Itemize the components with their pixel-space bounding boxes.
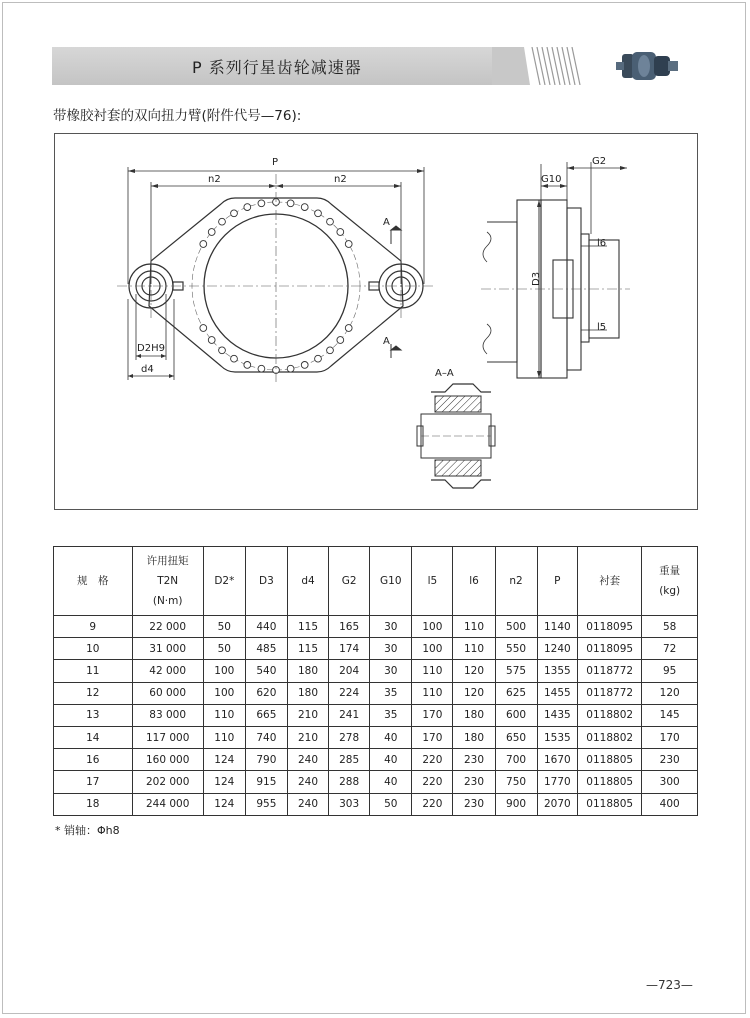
table-cell: 18 bbox=[54, 793, 133, 815]
table-cell: 30 bbox=[370, 616, 412, 638]
table-cell: 160 000 bbox=[132, 749, 203, 771]
footnote: * 销轴：Φh8 bbox=[55, 824, 120, 837]
table-cell: 83 000 bbox=[132, 704, 203, 726]
table-cell: 17 bbox=[54, 771, 133, 793]
table-cell: 22 000 bbox=[132, 616, 203, 638]
dim-label-l5: l5 bbox=[597, 322, 607, 333]
table-cell: 95 bbox=[642, 660, 698, 682]
table-cell: 1455 bbox=[537, 682, 577, 704]
table-cell: 40 bbox=[370, 749, 412, 771]
table-cell: 0118802 bbox=[578, 726, 642, 748]
section-A-A-view bbox=[417, 384, 495, 488]
table-cell: 955 bbox=[245, 793, 287, 815]
table-cell: 110 bbox=[203, 726, 245, 748]
table-cell: 220 bbox=[412, 749, 453, 771]
table-cell: 42 000 bbox=[132, 660, 203, 682]
bolt-hole bbox=[315, 355, 322, 362]
table-cell: 100 bbox=[203, 682, 245, 704]
bolt-hole bbox=[231, 210, 238, 217]
page-number: —723— bbox=[646, 978, 693, 992]
table-cell: 72 bbox=[642, 638, 698, 660]
table-cell: 60 000 bbox=[132, 682, 203, 704]
bolt-hole bbox=[258, 200, 265, 207]
gearbox-product-icon bbox=[612, 48, 682, 84]
bolt-hole bbox=[327, 218, 334, 225]
table-cell: 440 bbox=[245, 616, 287, 638]
bolt-hole bbox=[337, 337, 344, 344]
column-header: 规 格 bbox=[54, 547, 133, 616]
torque-arm-drawing bbox=[55, 134, 699, 511]
table-cell: 30 bbox=[370, 638, 412, 660]
table-cell: 1240 bbox=[537, 638, 577, 660]
table-cell: 240 bbox=[287, 749, 328, 771]
table-cell: 35 bbox=[370, 682, 412, 704]
table-cell: 110 bbox=[453, 638, 495, 660]
dim-label-P: P bbox=[272, 157, 279, 168]
table-cell: 915 bbox=[245, 771, 287, 793]
dim-label-G10: G10 bbox=[541, 174, 562, 185]
page-title: P 系列行星齿轮减速器 bbox=[192, 58, 362, 77]
table-cell: 485 bbox=[245, 638, 287, 660]
table-row bbox=[54, 638, 698, 660]
table-cell: 100 bbox=[412, 616, 453, 638]
table-cell: 0118095 bbox=[578, 638, 642, 660]
table-row bbox=[54, 771, 698, 793]
table-cell: 174 bbox=[329, 638, 370, 660]
table-cell: 14 bbox=[54, 726, 133, 748]
table-cell: 110 bbox=[412, 682, 453, 704]
dim-label-D3: D3 bbox=[531, 271, 542, 286]
bolt-hole bbox=[301, 362, 308, 369]
table-cell: 1535 bbox=[537, 726, 577, 748]
table-cell: 303 bbox=[329, 793, 370, 815]
table-cell: 740 bbox=[245, 726, 287, 748]
column-header: d4 bbox=[287, 547, 328, 616]
table-cell: 625 bbox=[495, 682, 537, 704]
table-cell: 120 bbox=[453, 682, 495, 704]
column-header: n2 bbox=[495, 547, 537, 616]
specification-table bbox=[53, 546, 698, 816]
bolt-hole bbox=[200, 241, 207, 248]
table-cell: 115 bbox=[287, 616, 328, 638]
table-cell: 0118805 bbox=[578, 771, 642, 793]
table-cell: 300 bbox=[642, 771, 698, 793]
table-cell: 285 bbox=[329, 749, 370, 771]
section-subtitle: 带橡胶衬套的双向扭力臂(附件代号—76): bbox=[53, 108, 302, 124]
table-cell: 120 bbox=[453, 660, 495, 682]
table-cell: 0118805 bbox=[578, 749, 642, 771]
table-cell: 35 bbox=[370, 704, 412, 726]
table-cell: 124 bbox=[203, 793, 245, 815]
table-cell: 58 bbox=[642, 616, 698, 638]
table-cell: 650 bbox=[495, 726, 537, 748]
table-cell: 230 bbox=[453, 771, 495, 793]
table-cell: 240 bbox=[287, 771, 328, 793]
section-title-A-A: A–A bbox=[435, 368, 454, 379]
table-cell: 540 bbox=[245, 660, 287, 682]
dim-label-l6: l6 bbox=[597, 238, 607, 249]
table-row bbox=[54, 704, 698, 726]
bolt-hole bbox=[208, 337, 215, 344]
table-cell: 288 bbox=[329, 771, 370, 793]
table-cell: 180 bbox=[453, 726, 495, 748]
table-cell: 244 000 bbox=[132, 793, 203, 815]
bolt-hole bbox=[287, 200, 294, 207]
column-header: 衬套 bbox=[578, 547, 642, 616]
table-cell: 165 bbox=[329, 616, 370, 638]
table-cell: 170 bbox=[412, 726, 453, 748]
table-cell: 400 bbox=[642, 793, 698, 815]
table-cell: 0118095 bbox=[578, 616, 642, 638]
table-cell: 117 000 bbox=[132, 726, 203, 748]
column-header: G2 bbox=[329, 547, 370, 616]
section-marker-A-top: A bbox=[383, 217, 390, 228]
table-cell: 115 bbox=[287, 638, 328, 660]
dim-label-n2-left: n2 bbox=[208, 174, 221, 185]
bolt-hole bbox=[345, 241, 352, 248]
table-cell: 145 bbox=[642, 704, 698, 726]
table-cell: 202 000 bbox=[132, 771, 203, 793]
table-cell: 11 bbox=[54, 660, 133, 682]
table-cell: 278 bbox=[329, 726, 370, 748]
table-row bbox=[54, 793, 698, 815]
table-cell: 31 000 bbox=[132, 638, 203, 660]
table-cell: 220 bbox=[412, 793, 453, 815]
table-cell: 0118805 bbox=[578, 793, 642, 815]
bolt-hole bbox=[345, 325, 352, 332]
table-row bbox=[54, 682, 698, 704]
table-cell: 210 bbox=[287, 704, 328, 726]
table-cell: 120 bbox=[642, 682, 698, 704]
header-stripes-decoration bbox=[492, 47, 612, 85]
table-cell: 40 bbox=[370, 771, 412, 793]
table-cell: 0118772 bbox=[578, 682, 642, 704]
table-cell: 110 bbox=[453, 616, 495, 638]
table-cell: 224 bbox=[329, 682, 370, 704]
table-cell: 700 bbox=[495, 749, 537, 771]
table-cell: 0118802 bbox=[578, 704, 642, 726]
table-cell: 550 bbox=[495, 638, 537, 660]
table-cell: 620 bbox=[245, 682, 287, 704]
table-cell: 575 bbox=[495, 660, 537, 682]
table-cell: 220 bbox=[412, 771, 453, 793]
bolt-hole bbox=[231, 355, 238, 362]
table-cell: 16 bbox=[54, 749, 133, 771]
column-header: 重量 (kg) bbox=[642, 547, 698, 616]
table-cell: 230 bbox=[642, 749, 698, 771]
table-cell: 110 bbox=[203, 704, 245, 726]
table-cell: 230 bbox=[453, 749, 495, 771]
table-cell: 750 bbox=[495, 771, 537, 793]
bolt-hole bbox=[200, 325, 207, 332]
table-cell: 1355 bbox=[537, 660, 577, 682]
table-cell: 10 bbox=[54, 638, 133, 660]
table-cell: 900 bbox=[495, 793, 537, 815]
table-cell: 600 bbox=[495, 704, 537, 726]
column-header: P bbox=[537, 547, 577, 616]
bolt-hole bbox=[219, 347, 226, 354]
table-cell: 241 bbox=[329, 704, 370, 726]
bolt-hole bbox=[287, 365, 294, 372]
table-cell: 2070 bbox=[537, 793, 577, 815]
column-header: 许用扭矩 T2N (N·m) bbox=[132, 547, 203, 616]
table-cell: 124 bbox=[203, 749, 245, 771]
column-header: G10 bbox=[370, 547, 412, 616]
bolt-hole bbox=[258, 365, 265, 372]
dim-label-G2: G2 bbox=[592, 156, 607, 167]
table-cell: 230 bbox=[453, 793, 495, 815]
column-header: l5 bbox=[412, 547, 453, 616]
dim-label-D2: D2H9 bbox=[137, 343, 165, 354]
table-cell: 124 bbox=[203, 771, 245, 793]
bolt-hole bbox=[208, 229, 215, 236]
section-marker-A-bottom: A bbox=[383, 336, 390, 347]
technical-drawing bbox=[54, 133, 698, 510]
table-cell: 204 bbox=[329, 660, 370, 682]
bolt-hole bbox=[219, 218, 226, 225]
table-cell: 110 bbox=[412, 660, 453, 682]
table-cell: 50 bbox=[203, 616, 245, 638]
dim-label-n2-right: n2 bbox=[334, 174, 347, 185]
bolt-hole bbox=[327, 347, 334, 354]
bolt-hole bbox=[301, 204, 308, 211]
table-row bbox=[54, 616, 698, 638]
dim-label-d4: d4 bbox=[141, 364, 154, 375]
table-header-row bbox=[54, 547, 698, 616]
table-row bbox=[54, 749, 698, 771]
column-header: l6 bbox=[453, 547, 495, 616]
table-cell: 40 bbox=[370, 726, 412, 748]
table-cell: 100 bbox=[203, 660, 245, 682]
bolt-hole bbox=[315, 210, 322, 217]
column-header: D2* bbox=[203, 547, 245, 616]
table-row bbox=[54, 726, 698, 748]
table-row bbox=[54, 660, 698, 682]
table-cell: 500 bbox=[495, 616, 537, 638]
bolt-hole bbox=[337, 229, 344, 236]
header-band bbox=[52, 47, 700, 85]
table-cell: 180 bbox=[453, 704, 495, 726]
table-cell: 12 bbox=[54, 682, 133, 704]
table-cell: 1770 bbox=[537, 771, 577, 793]
table-cell: 9 bbox=[54, 616, 133, 638]
table-cell: 170 bbox=[642, 726, 698, 748]
table-cell: 1670 bbox=[537, 749, 577, 771]
table-cell: 1435 bbox=[537, 704, 577, 726]
table-cell: 1140 bbox=[537, 616, 577, 638]
table-cell: 180 bbox=[287, 660, 328, 682]
column-header: D3 bbox=[245, 547, 287, 616]
table-cell: 13 bbox=[54, 704, 133, 726]
table-cell: 100 bbox=[412, 638, 453, 660]
bolt-hole bbox=[244, 204, 251, 211]
table-cell: 50 bbox=[203, 638, 245, 660]
table-cell: 170 bbox=[412, 704, 453, 726]
table-cell: 180 bbox=[287, 682, 328, 704]
table-body bbox=[54, 616, 698, 816]
table-cell: 0118772 bbox=[578, 660, 642, 682]
table-cell: 665 bbox=[245, 704, 287, 726]
bolt-hole bbox=[244, 362, 251, 369]
table-cell: 240 bbox=[287, 793, 328, 815]
table-cell: 50 bbox=[370, 793, 412, 815]
table-cell: 210 bbox=[287, 726, 328, 748]
table-cell: 30 bbox=[370, 660, 412, 682]
table-cell: 790 bbox=[245, 749, 287, 771]
